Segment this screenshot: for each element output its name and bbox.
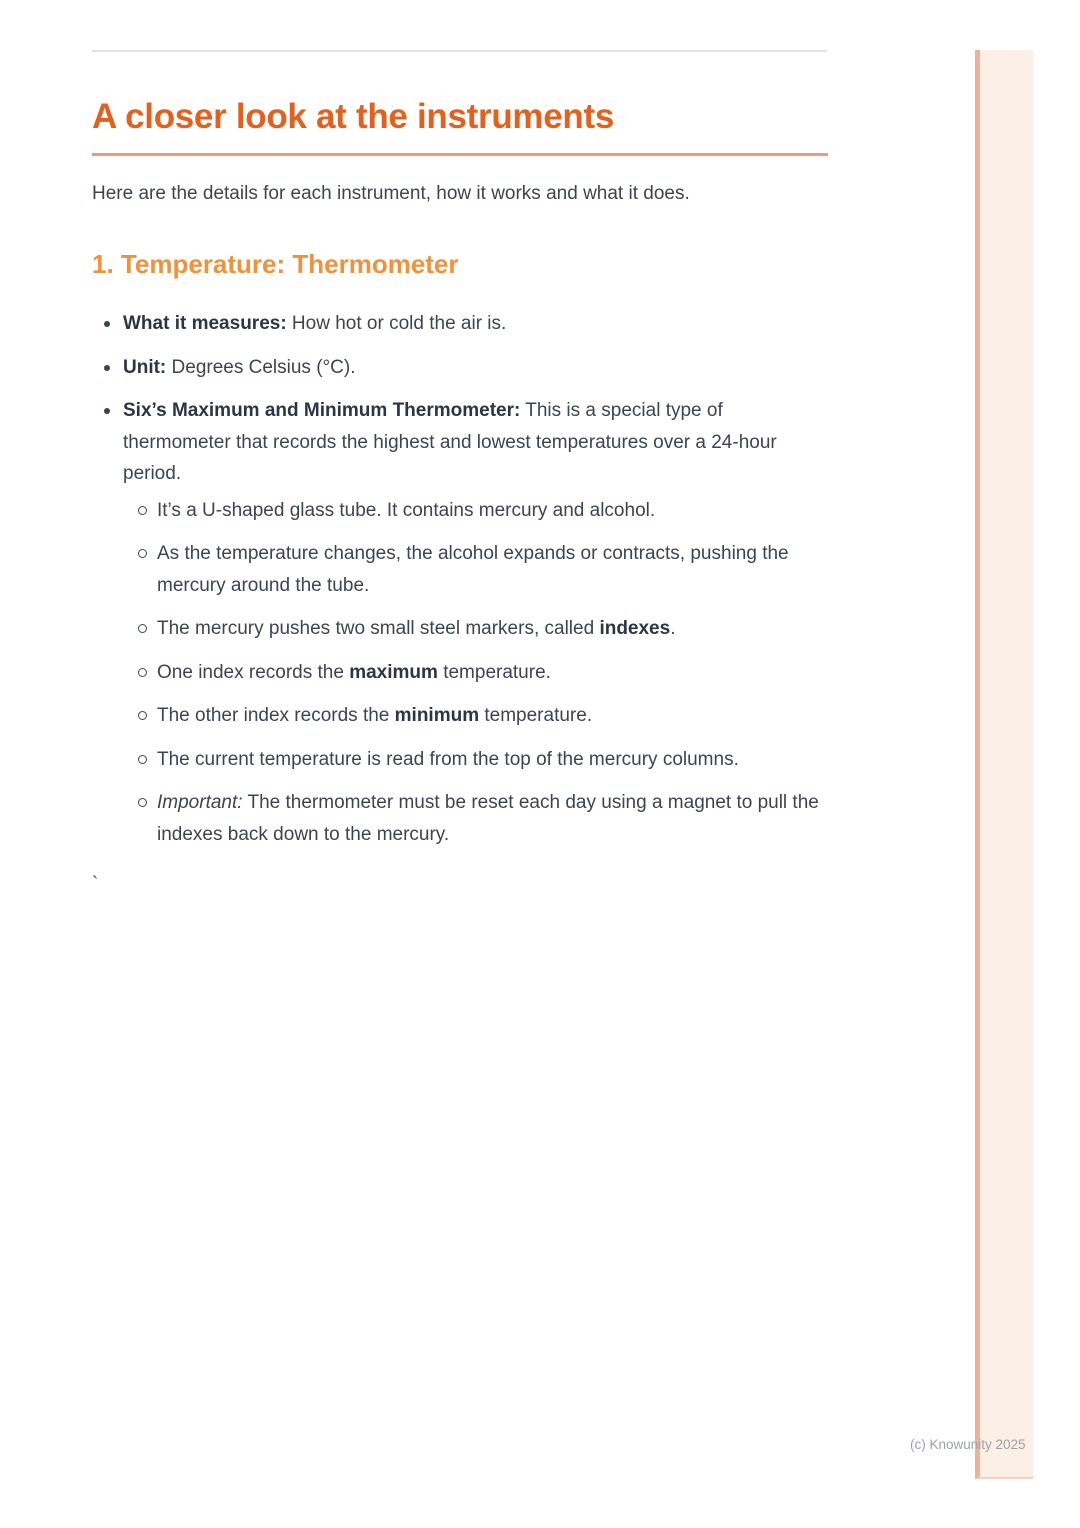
sub-list-item <box>123 700 828 732</box>
list-item-text: One index records the maximum temperature. <box>157 661 551 683</box>
page-title: A closer look at the instruments <box>92 97 614 136</box>
bullet-circle-icon <box>138 711 147 720</box>
list-item <box>92 352 828 384</box>
copyright-notice: (c) Knowunity 2025 <box>910 1437 1026 1452</box>
list-item <box>92 395 828 850</box>
section-heading: 1. Temperature: Thermometer <box>92 249 459 279</box>
sub-list-item <box>123 744 828 776</box>
list-item-text: Six’s Maximum and Minimum Thermometer: This is a special type of thermometer that records the highest and lowest temperatures over a 24-hour period. It’s a U-shaped glass tube. It contains mercury and alcohol. As the temperature changes, the alcohol expands or contracts, pushing the mercury around the tube. The mercury pushes two small steel markers, called indexes. One index records the maximum temperature. The other index records the minimum temperature. The current temperature is read from the top of the mercury columns. Important: The thermometer must be reset each day using a magnet to pull the indexes back down to the mercury. <box>123 395 828 850</box>
list-item-text: What it measures: How hot or cold the air is. <box>123 313 507 334</box>
intro-paragraph: Here are the details for each instrument, how it works and what it does. <box>92 183 690 204</box>
bullet-circle-icon <box>138 624 147 633</box>
bullet-circle-icon <box>138 668 147 677</box>
page-edge-stripe <box>975 50 1033 1479</box>
stray-backtick: ` <box>92 874 99 895</box>
list-item-text: Important: The thermometer must be reset each day using a magnet to pull the indexes back down to the mercury. <box>157 792 819 845</box>
title-underline <box>92 153 828 156</box>
sub-list-item <box>123 538 828 601</box>
instrument-details-list <box>92 308 828 850</box>
list-item-text: Unit: Degrees Celsius (°C). <box>123 356 356 378</box>
list-item <box>92 308 828 340</box>
sub-list-item <box>123 657 828 689</box>
sub-list-item <box>123 613 828 645</box>
list-item-text: The other index records the minimum temperature. <box>157 705 593 726</box>
bullet-dot-icon <box>104 365 110 371</box>
document-content <box>92 0 828 896</box>
bullet-dot-icon <box>104 321 110 327</box>
list-item-text: As the temperature changes, the alcohol expands or contracts, pushing the mercury around the tube. <box>157 543 789 596</box>
bullet-circle-icon <box>138 798 147 807</box>
list-item-text: It’s a U-shaped glass tube. It contains mercury and alcohol. <box>157 499 656 521</box>
bullet-circle-icon <box>138 755 147 764</box>
sub-list-item <box>123 495 828 527</box>
sub-list-item <box>123 787 828 850</box>
list-item-text: The mercury pushes two small steel markers, called indexes. <box>157 618 676 639</box>
sub-list <box>123 495 828 851</box>
bullet-circle-icon <box>138 506 147 515</box>
bullet-dot-icon <box>104 408 110 414</box>
list-item-text: The current temperature is read from the top of the mercury columns. <box>157 748 739 770</box>
bullet-circle-icon <box>138 549 147 558</box>
